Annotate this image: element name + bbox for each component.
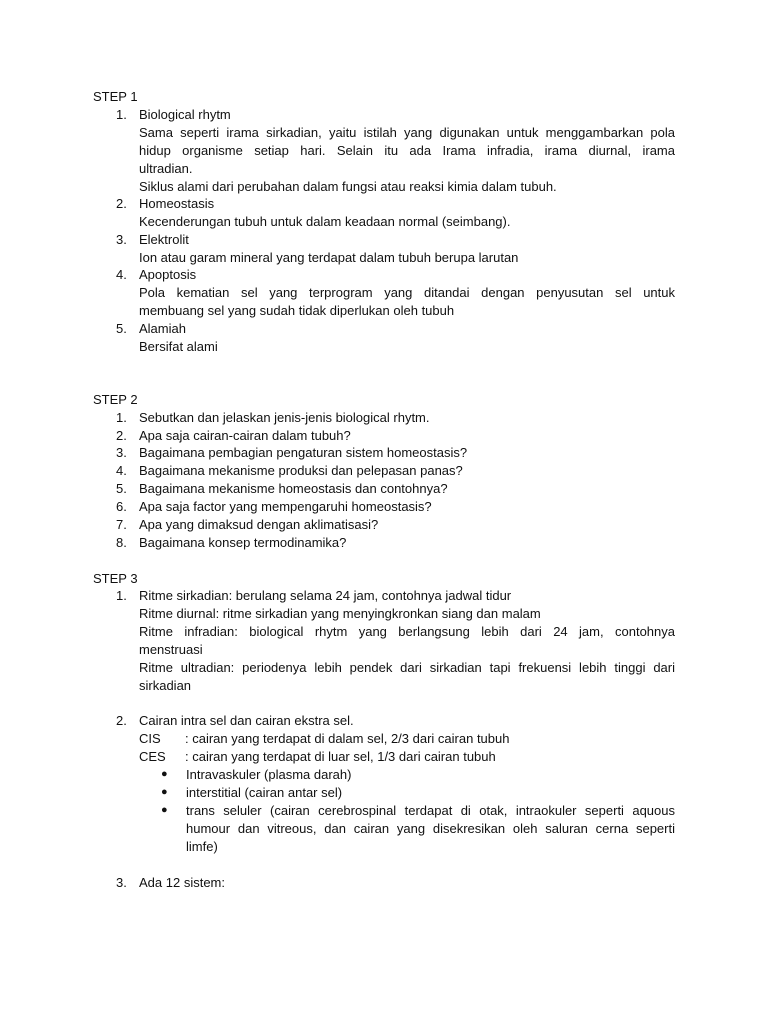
step3-item1-number: 1. xyxy=(116,588,127,603)
step2-q8-text: Bagaimana konsep termodinamika? xyxy=(139,535,347,550)
bullet-item-trans-seluler-line3: limfe) xyxy=(186,839,218,854)
step1-item5-title: Alamiah xyxy=(139,321,186,336)
cis-label: CIS xyxy=(139,731,161,746)
bullet-icon: ● xyxy=(161,768,168,780)
step3-item2-intro: Cairan intra sel dan cairan ekstra sel. xyxy=(139,713,354,728)
step1-item4-body-line2: membuang sel yang sudah tidak diperlukan oleh tubuh xyxy=(139,303,455,318)
step2-q2-number: 2. xyxy=(116,428,127,443)
step2-q1-number: 1. xyxy=(116,410,127,425)
bullet-item-trans-seluler-line2: humour dan vitreous, dan cairan yang disekresikan oleh saluran cerna seperti xyxy=(186,821,675,836)
step2-q5-text: Bagaimana mekanisme homeostasis dan contohnya? xyxy=(139,481,448,496)
step1-item3-title: Elektrolit xyxy=(139,232,189,247)
cis-definition: : cairan yang terdapat di dalam sel, 2/3 dari cairan tubuh xyxy=(185,731,510,746)
step3-heading: STEP 3 xyxy=(93,571,138,586)
step2-heading: STEP 2 xyxy=(93,392,138,407)
step3-item1-line5: Ritme ultradian: periodenya lebih pendek dari sirkadian tapi frekuensi lebih tinggi dari xyxy=(139,660,675,675)
bullet-item-interstitial: interstitial (cairan antar sel) xyxy=(186,785,343,800)
ces-label: CES xyxy=(139,749,166,764)
step2-q6-number: 6. xyxy=(116,499,127,514)
step3-item1-line1: Ritme sirkadian: berulang selama 24 jam, contohnya jadwal tidur xyxy=(139,588,512,603)
step1-item2-title: Homeostasis xyxy=(139,196,215,211)
step3-item1-line2: Ritme diurnal: ritme sirkadian yang menyingkronkan siang dan malam xyxy=(139,606,541,621)
step1-item2-number: 2. xyxy=(116,196,127,211)
step2-q5-number: 5. xyxy=(116,481,127,496)
step2-q4-text: Bagaimana mekanisme produksi dan pelepasan panas? xyxy=(139,463,463,478)
step2-q4-number: 4. xyxy=(116,463,127,478)
step1-heading: STEP 1 xyxy=(93,89,138,104)
step3-item3-text: Ada 12 sistem: xyxy=(139,875,225,890)
step1-item1-body-line3: ultradian. xyxy=(139,161,193,176)
step2-q1-text: Sebutkan dan jelaskan jenis-jenis biological rhytm. xyxy=(139,410,430,425)
step1-item3-number: 3. xyxy=(116,232,127,247)
step2-q3-number: 3. xyxy=(116,445,127,460)
step1-item3-body: Ion atau garam mineral yang terdapat dalam tubuh berupa larutan xyxy=(139,250,519,265)
step1-item1-body-line2: hidup organisme setiap hari. Selain itu ada Irama infradia, irama diurnal, irama xyxy=(139,143,675,158)
step1-item4-body-line1: Pola kematian sel yang terprogram yang ditandai dengan penyusutan sel untuk xyxy=(139,285,675,300)
step2-q8-number: 8. xyxy=(116,535,127,550)
step1-item1-body2: Siklus alami dari perubahan dalam fungsi atau reaksi kimia dalam tubuh. xyxy=(139,179,557,194)
step2-q3-text: Bagaimana pembagian pengaturan sistem homeostasis? xyxy=(139,445,468,460)
step1-item4-title: Apoptosis xyxy=(139,267,197,282)
step2-q6-text: Apa saja factor yang mempengaruhi homeostasis? xyxy=(139,499,432,514)
step1-item1-body-line1: Sama seperti irama sirkadian, yaitu istilah yang digunakan untuk menggambarkan pola xyxy=(139,125,675,140)
step3-item1-line3: Ritme infradian: biological rhytm yang berlangsung lebih dari 24 jam, contohnya xyxy=(139,624,675,639)
step2-q2-text: Apa saja cairan-cairan dalam tubuh? xyxy=(139,428,351,443)
step2-q7-number: 7. xyxy=(116,517,127,532)
step3-item3-number: 3. xyxy=(116,875,127,890)
step3-item1-line6: sirkadian xyxy=(139,678,192,693)
step1-item1-title: Biological rhytm xyxy=(139,107,231,122)
step3-item1-line4: menstruasi xyxy=(139,642,203,657)
ces-definition: : cairan yang terdapat di luar sel, 1/3 dari cairan tubuh xyxy=(185,749,496,764)
step1-item1-number: 1. xyxy=(116,107,127,122)
bullet-icon: ● xyxy=(161,804,168,816)
bullet-item-trans-seluler-line1: trans seluler (cairan cerebrospinal terdapat di otak, intraokuler seperti aquous xyxy=(186,803,675,818)
step1-item5-number: 5. xyxy=(116,321,127,336)
step2-q7-text: Apa yang dimaksud dengan aklimatisasi? xyxy=(139,517,379,532)
step3-item2-number: 2. xyxy=(116,713,127,728)
step1-item4-number: 4. xyxy=(116,267,127,282)
step1-item2-body: Kecenderungan tubuh untuk dalam keadaan normal (seimbang). xyxy=(139,214,511,229)
step1-item5-body: Bersifat alami xyxy=(139,339,218,354)
bullet-item-intravaskuler: Intravaskuler (plasma darah) xyxy=(186,767,352,782)
bullet-icon: ● xyxy=(161,786,168,798)
